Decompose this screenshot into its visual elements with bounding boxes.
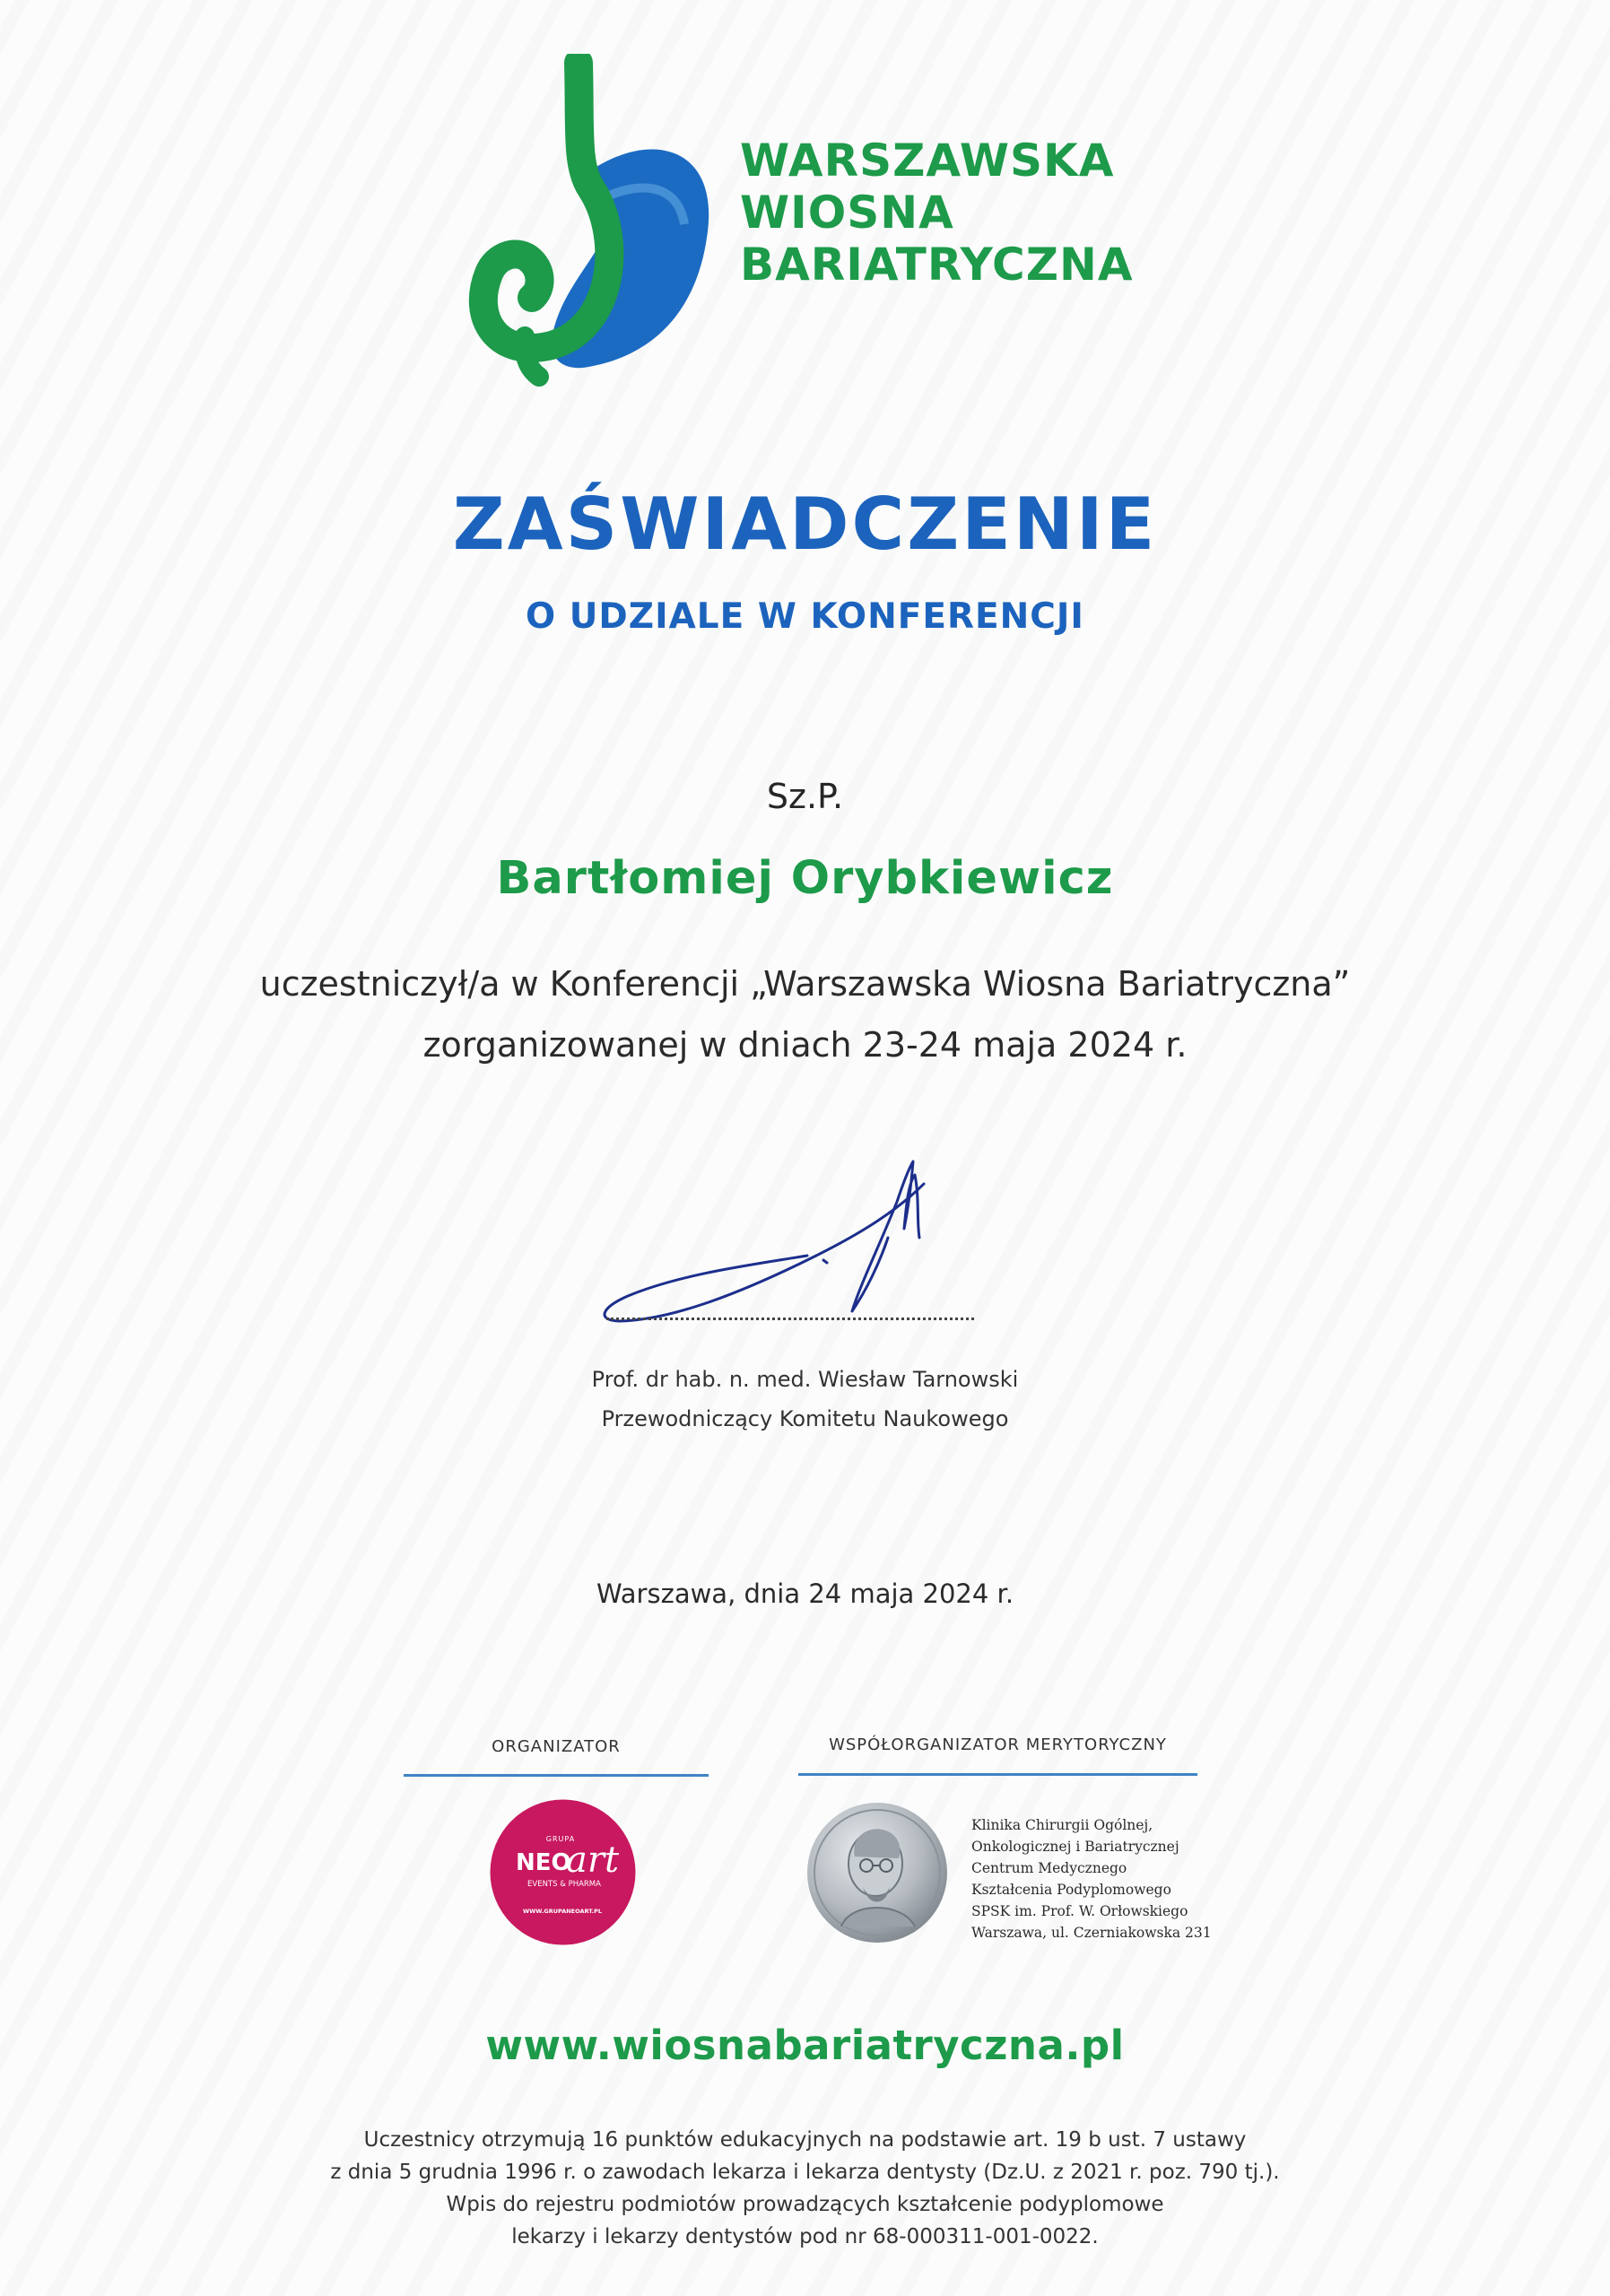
footer-line-1: Uczestnicy otrzymują 16 punktów edukacyjnych na podstawie art. 19 b ust. 7 ustawy bbox=[363, 2128, 1247, 2152]
handwritten-signature bbox=[592, 1112, 987, 1345]
signer-name: Prof. dr hab. n. med. Wiesław Tarnowski bbox=[591, 1367, 1019, 1392]
certificate-subtitle: O UDZIALE W KONFERENCJI bbox=[526, 596, 1084, 637]
logo-wordmark bbox=[740, 135, 1134, 291]
footer-line-4: lekarzy i lekarzy dentystów pod nr 68-000311-001-0022. bbox=[511, 2225, 1099, 2248]
clinic-line-1: Klinika Chirurgii Ogólnej, bbox=[971, 1817, 1153, 1833]
salutation: Sz.P. bbox=[766, 777, 844, 816]
logo-line-1: WARSZAWSKA bbox=[740, 135, 1115, 187]
stomach-logo-icon bbox=[453, 54, 722, 395]
certificate-title: ZAŚWIADCZENIE bbox=[452, 483, 1158, 566]
neoart-tagline: EVENTS & PHARMA bbox=[527, 1880, 601, 1889]
organizer-label: ORGANIZATOR bbox=[492, 1737, 621, 1756]
logo-line-3: BARIATRYCZNA bbox=[740, 239, 1134, 291]
clinic-address bbox=[971, 1814, 1212, 1944]
clinic-line-6: Warszawa, ul. Czerniakowska 231 bbox=[971, 1925, 1212, 1941]
place-date: Warszawa, dnia 24 maja 2024 r. bbox=[596, 1578, 1014, 1609]
portrait-medal-icon bbox=[805, 1801, 949, 1944]
neoart-brand-art: art bbox=[566, 1839, 620, 1881]
neoart-logo-icon bbox=[489, 1798, 637, 1946]
website-link[interactable]: www.wiosnabariatryczna.pl bbox=[485, 2022, 1125, 2069]
neoart-url: WWW.GRUPANEOART.PL bbox=[522, 1908, 603, 1915]
organizer-divider bbox=[404, 1774, 709, 1777]
clinic-line-3: Centrum Medycznego bbox=[971, 1860, 1127, 1876]
clinic-line-2: Onkologicznej i Bariatrycznej bbox=[971, 1839, 1179, 1855]
participant-name: Bartłomiej Orybkiewicz bbox=[496, 852, 1114, 905]
neoart-small-text: GRUPA bbox=[545, 1835, 576, 1843]
neoart-brand-neo: NEO bbox=[516, 1849, 571, 1876]
footer-line-2: z dnia 5 grudnia 1996 r. o zawodach lekarza i lekarza dentysty (Dz.U. z 2021 r. poz. 790 tj.). bbox=[330, 2161, 1280, 2184]
clinic-line-5: SPSK im. Prof. W. Orłowskiego bbox=[971, 1903, 1188, 1919]
footer-line-3: Wpis do rejestru podmiotów prowadzących kształcenie podyplomowe bbox=[446, 2193, 1164, 2216]
body-line-1: uczestniczył/a w Konferencji „Warszawska Wiosna Bariatryczna” bbox=[259, 964, 1351, 1004]
body-line-2: zorganizowanej w dniach 23-24 maja 2024 r. bbox=[422, 1025, 1188, 1065]
coorganizer-divider bbox=[798, 1773, 1197, 1776]
signature-line bbox=[606, 1318, 974, 1320]
signer-role: Przewodniczący Komitetu Naukowego bbox=[601, 1406, 1009, 1431]
logo-line-2: WIOSNA bbox=[740, 187, 954, 239]
clinic-line-4: Kształcenia Podyplomowego bbox=[971, 1882, 1171, 1898]
coorganizer-label: WSPÓŁORGANIZATOR MERYTORYCZNY bbox=[829, 1735, 1167, 1754]
